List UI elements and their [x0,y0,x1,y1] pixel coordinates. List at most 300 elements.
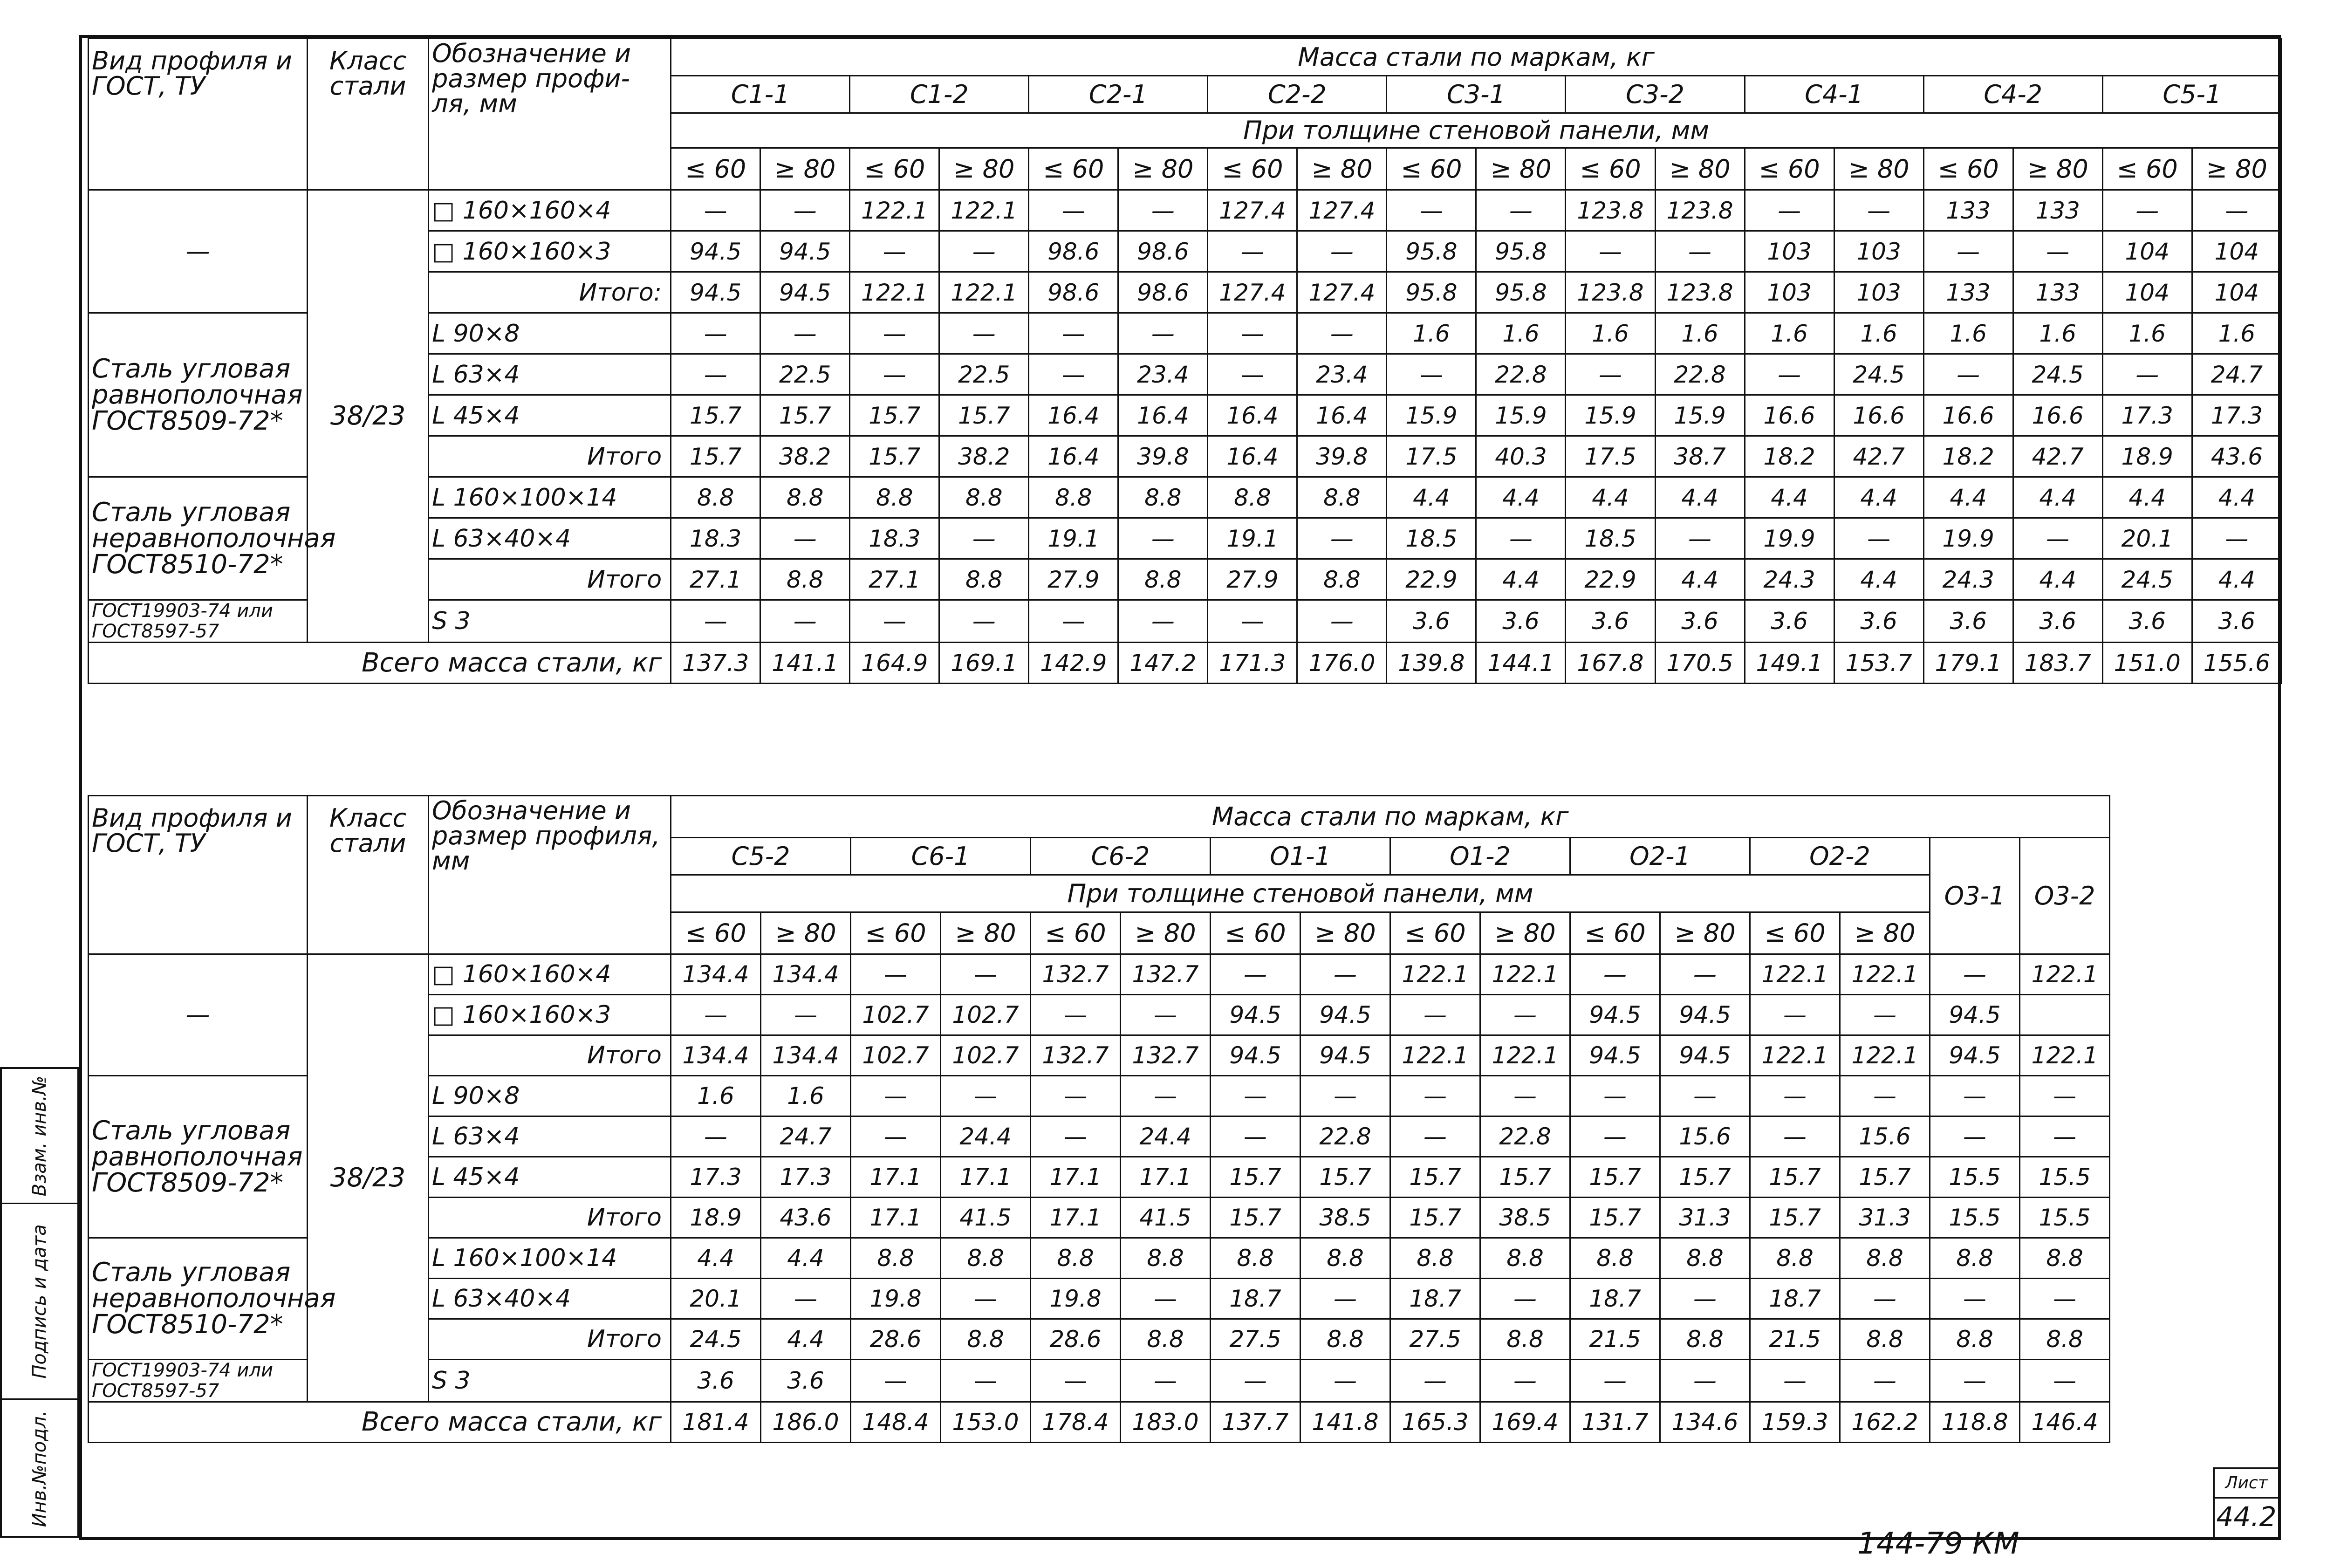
mass-value: 8.8 [1297,477,1387,518]
grand-total-value: 178.4 [1031,1402,1121,1443]
mass-value: 15.6 [1660,1116,1750,1157]
mass-value: 19.8 [1031,1279,1121,1319]
mass-value: 94.5 [1211,995,1300,1035]
header-profile-designation: Обозначение и размер профи-ля, мм [429,39,671,190]
mass-value: — [1834,190,1923,231]
mass-value: 15.7 [1480,1157,1570,1198]
steel-class-value: 38/23 [308,190,429,643]
mass-value: 18.5 [1387,518,1476,559]
thickness-ge-80: ≥ 80 [1480,912,1570,954]
mass-value: 31.3 [1840,1198,1930,1238]
profile-size: □ 160×160×4 [429,954,671,995]
mass-value: 104 [2192,231,2281,272]
mass-value: 15.9 [1566,395,1655,436]
subtotal-label: Итого [429,1319,671,1360]
mass-value: — [1480,1279,1570,1319]
mass-value: 123.8 [1566,272,1655,313]
mark-header: С3-1 [1387,76,1566,113]
mass-value: — [1029,190,1118,231]
mass-value: 1.6 [2013,313,2102,354]
mass-value: 8.8 [1660,1319,1750,1360]
mass-value: — [1660,1279,1750,1319]
mass-value: 19.9 [1923,518,2013,559]
mass-value: 8.8 [1660,1238,1750,1279]
mass-value: — [1121,1279,1211,1319]
mass-value: 24.5 [1834,354,1923,395]
mass-value: — [761,1279,851,1319]
mass-value: 17.3 [761,1157,851,1198]
mass-value: 94.5 [1211,1035,1300,1076]
steel-class-value: 38/23 [308,954,429,1402]
thickness-le-60: ≤ 60 [1211,912,1300,954]
mass-value: 27.9 [1208,559,1297,600]
side-stamp-cell: Инв.№подл. [29,1410,50,1527]
mass-value: — [2192,518,2281,559]
thickness-ge-80: ≥ 80 [941,912,1031,954]
mass-value: 38.2 [939,436,1029,477]
mass-value: 8.8 [1029,477,1118,518]
mass-value: 122.1 [939,272,1029,313]
mark-header: С2-2 [1208,76,1387,113]
mass-value: 22.9 [1566,559,1655,600]
mass-value: 38.5 [1480,1198,1570,1238]
mass-value: 122.1 [1840,1035,1930,1076]
mass-value: 15.5 [1930,1157,2020,1198]
mass-value: 24.4 [941,1116,1031,1157]
mass-value: 4.4 [1566,477,1655,518]
mass-value: 23.4 [1297,354,1387,395]
thickness-le-60: ≤ 60 [1031,912,1121,954]
mark-header: С4-2 [1923,76,2102,113]
profile-size: L 63×4 [429,354,671,395]
mass-value: 17.1 [1031,1198,1121,1238]
mass-value: 22.8 [1480,1116,1570,1157]
grand-total-value: 171.3 [1208,643,1297,684]
mass-value: 16.6 [1834,395,1923,436]
mass-value: 102.7 [851,995,941,1035]
mass-value: 132.7 [1031,1035,1121,1076]
mass-value: 18.2 [1923,436,2013,477]
mass-value: 1.6 [1655,313,1745,354]
mass-value: 15.7 [1390,1157,1480,1198]
grand-total-row [89,643,2282,684]
mass-value: 4.4 [1745,477,1834,518]
steel-mass-table-2 [88,795,2110,1443]
grand-total-label: Всего масса стали, кг [89,643,671,684]
mass-value: — [2102,354,2192,395]
mass-value: 98.6 [1029,231,1118,272]
mass-value: 8.8 [760,477,850,518]
mass-value: 94.5 [760,231,850,272]
mass-value: 16.4 [1297,395,1387,436]
mass-value: 4.4 [1476,559,1566,600]
mass-value: 103 [1834,231,1923,272]
subtotal-label: Итого [429,559,671,600]
grand-total-value: 139.8 [1387,643,1476,684]
grand-total-value: 151.0 [2102,643,2192,684]
mass-value: 17.3 [2102,395,2192,436]
mass-value: 15.7 [1840,1157,1930,1198]
mass-value: — [850,313,939,354]
mass-value: 8.8 [760,559,850,600]
mass-value: 15.7 [1660,1157,1750,1198]
mass-value: 15.9 [1655,395,1745,436]
mass-value: — [1480,995,1570,1035]
profile-size: L 63×4 [429,1116,671,1157]
profile-size: L 45×4 [429,395,671,436]
mass-value: 133 [1923,272,2013,313]
thickness-ge-80: ≥ 80 [2192,148,2281,190]
mass-value: 4.4 [1834,477,1923,518]
grand-total-value: 165.3 [1390,1402,1480,1443]
mass-value: 94.5 [760,272,850,313]
mass-value: 15.7 [1750,1157,1840,1198]
mass-value: — [1121,1360,1211,1402]
mass-value: — [850,600,939,643]
mass-value: 22.5 [760,354,850,395]
mass-value: 94.5 [1930,1035,2020,1076]
grand-total-value: 153.7 [1834,643,1923,684]
mass-value: 42.7 [2013,436,2102,477]
mass-value: — [939,600,1029,643]
mass-value: 122.1 [1750,1035,1840,1076]
header-row [89,39,2282,76]
mass-value: — [1660,1076,1750,1116]
thickness-le-60: ≤ 60 [1745,148,1834,190]
mass-value: — [1660,1360,1750,1402]
thickness-le-60: ≤ 60 [1390,912,1480,954]
mass-value: — [2020,1279,2110,1319]
mass-value: — [1208,354,1297,395]
mass-value: — [850,231,939,272]
mass-value: 8.8 [1930,1238,2020,1279]
mass-value: — [851,1116,941,1157]
thickness-ge-80: ≥ 80 [1840,912,1930,954]
mass-value: 15.7 [1211,1198,1300,1238]
thickness-ge-80: ≥ 80 [1121,912,1211,954]
mass-value: 1.6 [671,1076,761,1116]
mark-header: О2-1 [1570,838,1750,875]
grand-total-value: 169.4 [1480,1402,1570,1443]
grand-total-value: 159.3 [1750,1402,1840,1443]
mass-value: — [941,1076,1031,1116]
mass-value: — [2102,190,2192,231]
mass-value: 122.1 [2020,1035,2110,1076]
mass-value: 4.4 [1923,477,2013,518]
mass-value: — [1297,600,1387,643]
mass-value: 23.4 [1118,354,1208,395]
header-mass-caption: Масса стали по маркам, кг [671,796,2110,838]
mass-value: — [941,954,1031,995]
mass-value: 122.1 [1750,954,1840,995]
mass-value: 16.4 [1118,395,1208,436]
mass-value: 103 [1745,272,1834,313]
mass-value: 21.5 [1570,1319,1660,1360]
mass-value: — [1029,354,1118,395]
profile-group-label: Сталь угловая неравнополочная ГОСТ8510-72* [89,1238,308,1360]
thickness-le-60: ≤ 60 [671,148,760,190]
mass-value: 8.8 [1300,1238,1390,1279]
mass-value: 8.8 [1121,1238,1211,1279]
mass-value: — [1390,1116,1480,1157]
grand-total-value: 142.9 [1029,643,1118,684]
mass-value: 18.2 [1745,436,1834,477]
header-steel-class: Класс стали [308,39,429,190]
mass-value: — [1211,1116,1300,1157]
mark-header: С6-2 [1031,838,1211,875]
mass-value: — [1566,354,1655,395]
mass-value: 8.8 [1570,1238,1660,1279]
mass-value: 8.8 [1118,477,1208,518]
thickness-le-60: ≤ 60 [671,912,761,954]
mass-value: 15.5 [1930,1198,2020,1238]
thickness-le-60: ≤ 60 [1923,148,2013,190]
grand-total-value: 144.1 [1476,643,1566,684]
grand-total-value: 176.0 [1297,643,1387,684]
mass-value: 3.6 [761,1360,851,1402]
mass-value: — [1118,313,1208,354]
thickness-ge-80: ≥ 80 [761,912,851,954]
mass-value: 123.8 [1655,272,1745,313]
mass-value: — [1745,354,1834,395]
mass-value: 134.4 [761,954,851,995]
mass-value: 4.4 [2192,559,2281,600]
mass-value: 22.8 [1476,354,1566,395]
mass-value: — [1655,231,1745,272]
mass-value: 8.8 [2020,1238,2110,1279]
mass-value: 22.8 [1300,1116,1390,1157]
profile-size: S 3 [429,1360,671,1402]
mass-value: — [1387,190,1476,231]
mass-value: — [1208,600,1297,643]
mass-value: — [1745,190,1834,231]
mass-value: 8.8 [1211,1238,1300,1279]
mass-value: 122.1 [939,190,1029,231]
sheet-label: Лист [2215,1469,2278,1499]
mass-value: — [1840,1279,1930,1319]
mass-value: 1.6 [1476,313,1566,354]
grand-total-value: 183.0 [1121,1402,1211,1443]
table-row [89,954,2110,995]
mass-value: 94.5 [1660,1035,1750,1076]
mass-value: 39.8 [1297,436,1387,477]
grand-total-value: 118.8 [1930,1402,2020,1443]
mass-value: — [1297,231,1387,272]
grand-total-value: 186.0 [761,1402,851,1443]
mass-value: 4.4 [1655,559,1745,600]
grand-total-label: Всего масса стали, кг [89,1402,671,1443]
mass-value: 102.7 [941,1035,1031,1076]
mark-header: О2-2 [1750,838,1930,875]
mass-value: — [1211,1360,1300,1402]
mass-value: 95.8 [1387,272,1476,313]
mass-value: 3.6 [1834,600,1923,643]
mass-value: 8.8 [1750,1238,1840,1279]
mass-value: 19.9 [1745,518,1834,559]
mass-value: 24.7 [761,1116,851,1157]
thickness-le-60: ≤ 60 [1750,912,1840,954]
thickness-ge-80: ≥ 80 [1118,148,1208,190]
mass-value: 18.9 [671,1198,761,1238]
mass-value: — [1840,1360,1930,1402]
grand-total-value: 137.7 [1211,1402,1300,1443]
mass-value: — [1390,1076,1480,1116]
mass-value: — [1655,518,1745,559]
mass-value: 122.1 [850,190,939,231]
profile-group-label: Сталь угловая равнополочная ГОСТ8509-72* [89,1076,308,1238]
mass-value: 8.8 [1480,1319,1570,1360]
mass-value: 104 [2102,272,2192,313]
mass-value: — [1390,1360,1480,1402]
mass-value: 28.6 [1031,1319,1121,1360]
profile-group-label: Сталь угловая равнополочная ГОСТ8509-72* [89,313,308,477]
mass-value: 15.7 [1750,1198,1840,1238]
mass-value: 98.6 [1118,231,1208,272]
mass-value: 133 [2013,190,2102,231]
mass-value: 8.8 [941,1319,1031,1360]
mass-value: 19.8 [851,1279,941,1319]
mass-value: 123.8 [1566,190,1655,231]
mass-value: — [1208,231,1297,272]
mass-value: — [1660,954,1750,995]
mass-value: 8.8 [671,477,760,518]
profile-size: □ 160×160×3 [429,231,671,272]
mass-value: 41.5 [1121,1198,1211,1238]
mass-value: — [851,1360,941,1402]
mass-value: 134.4 [671,1035,761,1076]
mass-value: 94.5 [671,231,760,272]
grand-total-value: 147.2 [1118,643,1208,684]
grand-total-value: 179.1 [1923,643,2013,684]
mark-header: С1-1 [671,76,850,113]
grand-total-value: 167.8 [1566,643,1655,684]
mass-value: — [1297,518,1387,559]
profile-size: L 63×40×4 [429,518,671,559]
mass-value: 122.1 [1390,954,1480,995]
mass-value: 132.7 [1031,954,1121,995]
header-thickness-caption: При толщине стеновой панели, мм [671,113,2282,148]
mass-value: 98.6 [1118,272,1208,313]
header-profile-type: Вид профиля и ГОСТ, ТУ [89,796,308,954]
header-row [89,796,2110,838]
mass-value: 16.6 [1745,395,1834,436]
mass-value: 18.9 [2102,436,2192,477]
thickness-ge-80: ≥ 80 [939,148,1029,190]
mass-value: 3.6 [671,1360,761,1402]
grand-total-value: 183.7 [2013,643,2102,684]
mass-value: 103 [1834,272,1923,313]
header-thickness-caption: При толщине стеновой панели, мм [671,875,1930,912]
mass-value: 8.8 [1390,1238,1480,1279]
mass-value: 17.3 [671,1157,761,1198]
profile-size: L 160×100×14 [429,1238,671,1279]
mass-value: 17.1 [1031,1157,1121,1198]
mass-value: 1.6 [1387,313,1476,354]
mass-value: 8.8 [1208,477,1297,518]
profile-size: S 3 [429,600,671,643]
mass-value: 134.4 [761,1035,851,1076]
mass-value: — [1208,313,1297,354]
mass-value: 8.8 [1480,1238,1570,1279]
mass-value: 16.6 [2013,395,2102,436]
profile-group-label: Сталь угловая неравнополочная ГОСТ8510-72* [89,477,308,600]
mass-value: 104 [2102,231,2192,272]
mass-value: — [1031,995,1121,1035]
mark-header: С5-1 [2102,76,2281,113]
mass-value: — [2192,190,2281,231]
thickness-le-60: ≤ 60 [1029,148,1118,190]
mass-value: 24.3 [1745,559,1834,600]
mass-value: 22.5 [939,354,1029,395]
mass-value: 127.4 [1208,272,1297,313]
mass-value: — [1480,1076,1570,1116]
mass-value: 28.6 [851,1319,941,1360]
mass-value: 8.8 [2020,1319,2110,1360]
mark-header: С1-2 [850,76,1029,113]
side-stamp-cell: Взам. инв.№ [2,1069,77,1204]
thickness-ge-80: ≥ 80 [1476,148,1566,190]
mass-value: 39.8 [1118,436,1208,477]
mass-value: 127.4 [1297,190,1387,231]
mass-value: 17.1 [851,1157,941,1198]
mass-value: 15.7 [1390,1198,1480,1238]
mass-value: — [671,1116,761,1157]
mass-value: 15.9 [1476,395,1566,436]
mass-value: 22.9 [1387,559,1476,600]
mass-value: — [2020,1116,2110,1157]
mass-value: 3.6 [1923,600,2013,643]
mass-value: 22.8 [1655,354,1745,395]
mass-value: — [671,995,761,1035]
mass-value: 24.5 [2013,354,2102,395]
mass-value: 94.5 [671,272,760,313]
mass-value: 18.3 [671,518,760,559]
table-row [89,190,2282,231]
mass-value: — [1750,1076,1840,1116]
mass-value: 24.5 [671,1319,761,1360]
mass-value: — [1118,518,1208,559]
mass-value: — [1300,1360,1390,1402]
mass-value: 94.5 [1930,995,2020,1035]
mass-value: 1.6 [1566,313,1655,354]
mass-value: — [1570,1116,1660,1157]
grand-total-value: 146.4 [2020,1402,2110,1443]
mass-value: 8.8 [1840,1319,1930,1360]
mass-value: 1.6 [1745,313,1834,354]
mass-value: 98.6 [1029,272,1118,313]
mass-value: 18.3 [850,518,939,559]
mass-value: — [1390,995,1480,1035]
mass-value: 133 [2013,272,2102,313]
mass-value: — [760,518,850,559]
mass-value: 27.9 [1029,559,1118,600]
mass-value: 15.7 [1211,1157,1300,1198]
profile-group-label: — [89,190,308,313]
drawing-sheet [79,35,2281,1561]
mass-value: 18.7 [1570,1279,1660,1319]
mass-value: 16.4 [1029,436,1118,477]
mass-value: 3.6 [2102,600,2192,643]
mass-value: 104 [2192,272,2281,313]
mass-value: 42.7 [1834,436,1923,477]
mass-value: 27.5 [1390,1319,1480,1360]
mass-value: 8.8 [1930,1319,2020,1360]
mark-header: С5-2 [671,838,851,875]
mass-value: 8.8 [1118,559,1208,600]
mass-value: 43.6 [761,1198,851,1238]
mass-value: — [671,354,760,395]
mass-value: — [1387,354,1476,395]
